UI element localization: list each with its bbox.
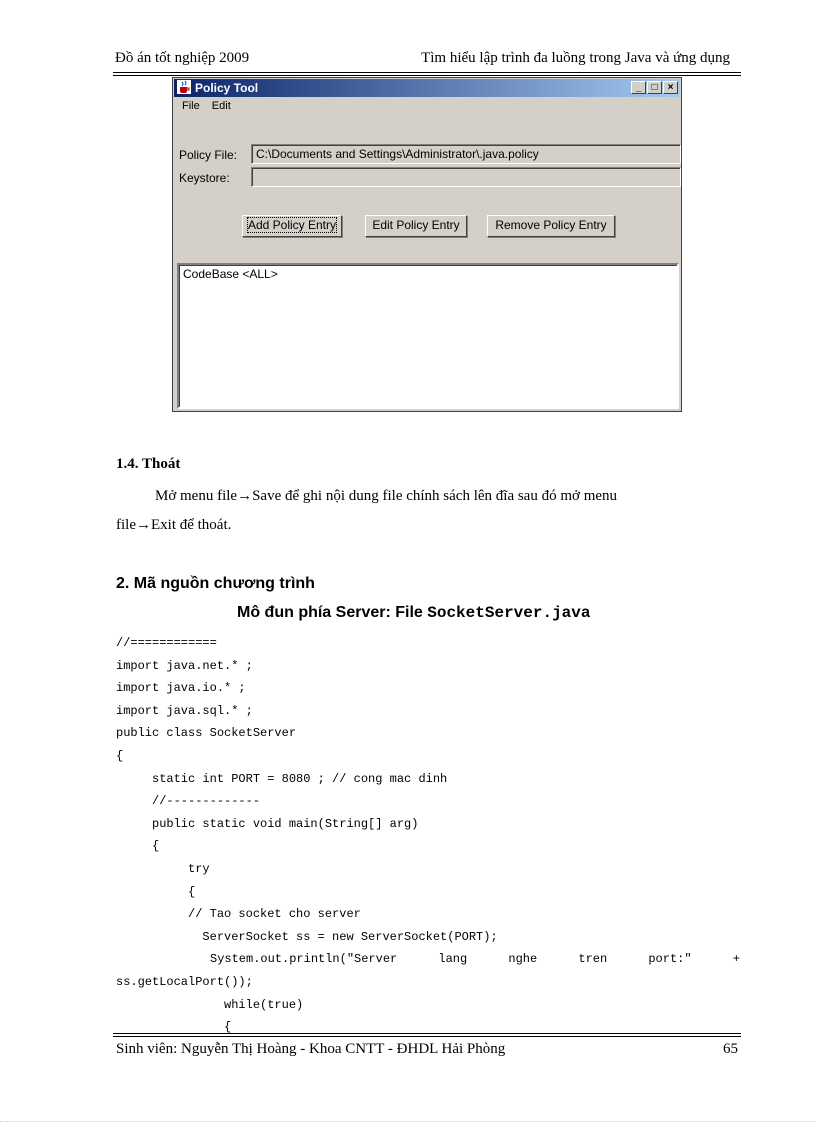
remove-policy-entry-label: Remove Policy Entry	[495, 218, 607, 232]
code-line: ServerSocket ss = new ServerSocket(PORT);	[116, 929, 498, 944]
code-line: ss.getLocalPort());	[116, 974, 253, 989]
code-line: {	[116, 884, 196, 899]
menu-edit[interactable]: Edit	[211, 100, 231, 112]
code-word: nghe	[508, 952, 538, 967]
page-edge	[0, 1121, 816, 1122]
list-item[interactable]: CodeBase <ALL>	[183, 267, 278, 281]
code-line: import java.io.* ;	[116, 681, 246, 696]
code-line: {	[116, 1020, 232, 1035]
code-line: while(true)	[116, 997, 304, 1012]
maximize-button[interactable]: □	[647, 81, 662, 94]
close-button[interactable]: ×	[663, 81, 678, 94]
header-right: Tìm hiểu lập trình đa luồng trong Java và ứng dụng	[421, 50, 730, 66]
exit-paragraph-line-1: Mở menu file→Save để ghi nội dung file chính sách lên đĩa sau đó mở menu	[155, 488, 618, 504]
server-module-heading	[237, 604, 590, 622]
code-line: {	[116, 839, 160, 854]
footer-author: Sinh viên: Nguyễn Thị Hoàng - Khoa CNTT - ĐHDL Hải Phòng	[116, 1041, 506, 1057]
code-listing	[116, 632, 740, 1039]
code-line: try	[116, 861, 210, 876]
footer-rule-2	[113, 1036, 741, 1037]
title-bar[interactable]	[174, 79, 680, 97]
edit-policy-entry-button[interactable]	[365, 215, 467, 237]
add-policy-entry-button[interactable]	[242, 215, 342, 237]
header-left: Đồ án tốt nghiệp 2009	[115, 50, 250, 66]
exit-paragraph-line-2: file→Exit để thoát.	[116, 517, 232, 533]
header-rule-1	[113, 72, 741, 73]
code-line: // Tao socket cho server	[116, 907, 361, 922]
keystore-field[interactable]	[251, 167, 681, 187]
code-line: static int PORT = 8080 ; // cong mac dinh	[116, 771, 448, 786]
code-line: public class SocketServer	[116, 726, 297, 741]
window-title: Policy Tool	[195, 81, 259, 95]
java-cup-icon	[177, 80, 191, 94]
code-line: //============	[116, 636, 217, 650]
exit-paragraph	[116, 482, 716, 540]
server-module-heading-text: Mô đun phía Server: File	[237, 604, 428, 621]
policy-file-label: Policy File:	[179, 148, 238, 162]
menu-bar	[182, 100, 240, 112]
section-heading-source: 2. Mã nguồn chương trình	[116, 575, 315, 592]
policy-file-field[interactable]: C:\Documents and Settings\Administrator\.java.policy	[251, 144, 681, 164]
code-line: //-------------	[116, 794, 261, 809]
code-word: port:"	[648, 952, 692, 967]
add-policy-entry-label: Add Policy Entry	[247, 218, 337, 232]
edit-policy-entry-label: Edit Policy Entry	[372, 218, 460, 232]
menu-file[interactable]: File	[182, 100, 200, 112]
code-line-println	[116, 948, 740, 971]
code-word: tren	[578, 952, 608, 967]
keystore-label: Keystore:	[179, 171, 230, 185]
remove-policy-entry-button[interactable]	[487, 215, 615, 237]
code-line: {	[116, 748, 124, 763]
policy-entry-list[interactable]	[177, 263, 679, 409]
code-line: import java.sql.* ;	[116, 703, 253, 718]
section-heading-exit: 1.4. Thoát	[116, 456, 181, 472]
page-number: 65	[723, 1041, 738, 1057]
code-line: import java.net.* ;	[116, 658, 253, 673]
minimize-button[interactable]: _	[631, 81, 646, 94]
code-line: public static void main(String[] arg)	[116, 816, 419, 831]
code-word: +	[732, 952, 740, 967]
server-module-filename: SocketServer.java	[427, 604, 591, 622]
footer-rule-1	[113, 1033, 741, 1034]
code-word: lang	[438, 952, 468, 967]
policy-tool-window	[172, 77, 682, 412]
header-rule-2	[113, 75, 741, 76]
code-word: System.out.println("Server	[210, 952, 398, 967]
